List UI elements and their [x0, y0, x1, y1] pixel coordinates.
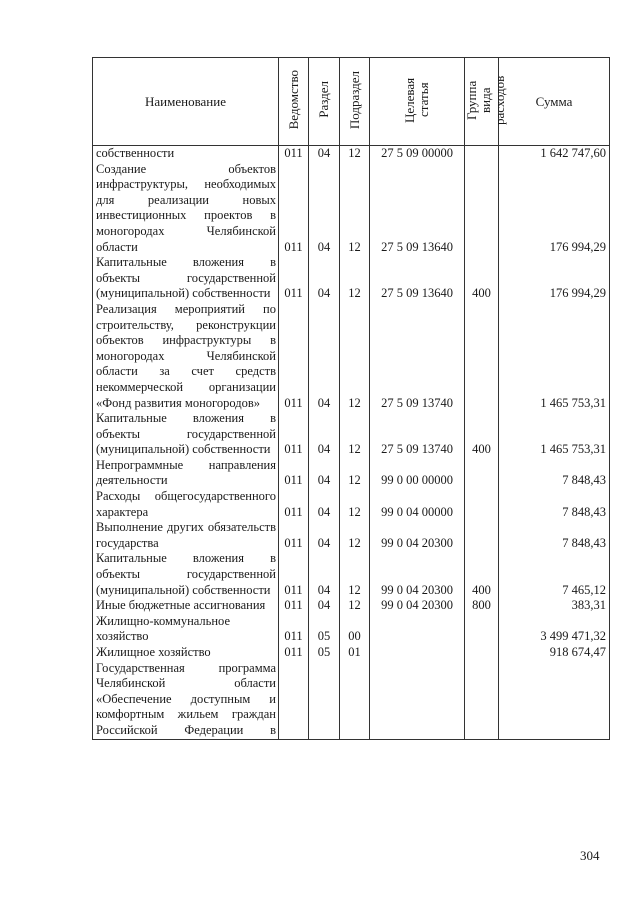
row-name: Государственная программа Челябинской области «Обеспечение доступным и комфортным жильем граждан Российской Федерации в — [93, 661, 279, 739]
table-row — [93, 598, 610, 614]
row-vedomstvo: 011 — [279, 520, 309, 551]
row-podrazdel: 12 — [340, 146, 370, 162]
row-razdel: 04 — [309, 162, 340, 256]
row-gruppa: 400 — [465, 551, 499, 598]
row-tselevaya-statya — [370, 614, 465, 645]
row-summa — [499, 661, 610, 739]
row-razdel: 05 — [309, 645, 340, 661]
budget-table — [92, 57, 610, 740]
row-name: Выполнение других обязательств государства — [93, 520, 279, 551]
row-tselevaya-statya — [370, 661, 465, 739]
row-name: Капитальные вложения в объекты государственной (муниципальной) собственности — [93, 255, 279, 302]
row-podrazdel: 12 — [340, 411, 370, 458]
table-row — [93, 520, 610, 551]
row-vedomstvo — [279, 661, 309, 739]
row-summa: 7 465,12 — [499, 551, 610, 598]
row-razdel: 04 — [309, 302, 340, 411]
row-summa: 1 642 747,60 — [499, 146, 610, 162]
header-summa: Сумма — [499, 58, 610, 146]
row-gruppa — [465, 162, 499, 256]
row-name: Капитальные вложения в объекты государственной (муниципальной) собственности — [93, 411, 279, 458]
row-podrazdel: 12 — [340, 598, 370, 614]
row-gruppa — [465, 302, 499, 411]
table-row — [93, 146, 610, 162]
row-tselevaya-statya: 27 5 09 13740 — [370, 302, 465, 411]
table-header-row — [93, 58, 610, 146]
row-summa: 383,31 — [499, 598, 610, 614]
row-summa: 1 465 753,31 — [499, 411, 610, 458]
row-gruppa — [465, 614, 499, 645]
row-gruppa — [465, 458, 499, 489]
row-podrazdel: 12 — [340, 458, 370, 489]
row-gruppa: 800 — [465, 598, 499, 614]
row-summa: 7 848,43 — [499, 489, 610, 520]
row-vedomstvo: 011 — [279, 598, 309, 614]
row-name: Иные бюджетные ассигнования — [93, 598, 279, 614]
row-razdel: 04 — [309, 458, 340, 489]
row-gruppa — [465, 520, 499, 551]
table-row — [93, 255, 610, 302]
row-tselevaya-statya: 27 5 09 13640 — [370, 162, 465, 256]
header-tselevaya-statya: Целевая статья — [370, 58, 465, 146]
table-row — [93, 302, 610, 411]
row-razdel: 04 — [309, 489, 340, 520]
row-name: Жилищное хозяйство — [93, 645, 279, 661]
header-name: Наименование — [93, 58, 279, 146]
row-tselevaya-statya: 99 0 04 00000 — [370, 489, 465, 520]
row-podrazdel: 12 — [340, 255, 370, 302]
row-name: Капитальные вложения в объекты государственной (муниципальной) собственности — [93, 551, 279, 598]
row-name: Реализация мероприятий по строительству, реконструкции объектов инфраструктуры в моногородах Челябинской области за счет средств некоммерческой организации «Фонд развития моногородов» — [93, 302, 279, 411]
table-row — [93, 411, 610, 458]
row-summa: 7 848,43 — [499, 458, 610, 489]
row-gruppa: 400 — [465, 411, 499, 458]
row-tselevaya-statya: 99 0 00 00000 — [370, 458, 465, 489]
table-row — [93, 645, 610, 661]
row-tselevaya-statya — [370, 645, 465, 661]
table-row — [93, 458, 610, 489]
table-row — [93, 551, 610, 598]
row-gruppa — [465, 489, 499, 520]
row-vedomstvo: 011 — [279, 614, 309, 645]
row-razdel: 04 — [309, 598, 340, 614]
row-podrazdel: 12 — [340, 520, 370, 551]
row-vedomstvo: 011 — [279, 489, 309, 520]
row-podrazdel: 12 — [340, 302, 370, 411]
row-gruppa: 400 — [465, 255, 499, 302]
row-tselevaya-statya: 27 5 09 00000 — [370, 146, 465, 162]
row-gruppa — [465, 661, 499, 739]
row-tselevaya-statya: 99 0 04 20300 — [370, 520, 465, 551]
row-vedomstvo: 011 — [279, 146, 309, 162]
table-row — [93, 162, 610, 256]
row-podrazdel: 12 — [340, 551, 370, 598]
row-tselevaya-statya: 27 5 09 13640 — [370, 255, 465, 302]
row-vedomstvo: 011 — [279, 255, 309, 302]
header-vedomstvo: Ведомство — [279, 58, 309, 146]
row-podrazdel — [340, 661, 370, 739]
row-vedomstvo: 011 — [279, 162, 309, 256]
row-vedomstvo: 011 — [279, 302, 309, 411]
row-vedomstvo: 011 — [279, 645, 309, 661]
page-number: 304 — [580, 848, 600, 863]
row-summa: 7 848,43 — [499, 520, 610, 551]
row-summa: 1 465 753,31 — [499, 302, 610, 411]
row-tselevaya-statya: 99 0 04 20300 — [370, 598, 465, 614]
row-tselevaya-statya: 99 0 04 20300 — [370, 551, 465, 598]
row-podrazdel: 01 — [340, 645, 370, 661]
row-razdel: 05 — [309, 614, 340, 645]
row-razdel: 04 — [309, 551, 340, 598]
header-podrazdel: Подраздел — [340, 58, 370, 146]
header-gruppa-vida-raskhodov: Группа вида расходов — [465, 58, 499, 146]
row-podrazdel: 12 — [340, 489, 370, 520]
row-gruppa — [465, 146, 499, 162]
row-name: Создание объектов инфраструктуры, необходимых для реализации новых инвестиционных проектов в моногородах Челябинской области — [93, 162, 279, 256]
row-razdel: 04 — [309, 146, 340, 162]
table-row — [93, 661, 610, 739]
row-summa: 3 499 471,32 — [499, 614, 610, 645]
row-razdel — [309, 661, 340, 739]
row-name: Расходы общегосударственного характера — [93, 489, 279, 520]
table-row — [93, 614, 610, 645]
row-podrazdel: 00 — [340, 614, 370, 645]
row-gruppa — [465, 645, 499, 661]
row-podrazdel: 12 — [340, 162, 370, 256]
row-summa: 176 994,29 — [499, 255, 610, 302]
header-razdel: Раздел — [309, 58, 340, 146]
row-vedomstvo: 011 — [279, 458, 309, 489]
row-vedomstvo: 011 — [279, 551, 309, 598]
row-name: Жилищно-коммунальное хозяйство — [93, 614, 279, 645]
row-razdel: 04 — [309, 411, 340, 458]
row-razdel: 04 — [309, 520, 340, 551]
row-vedomstvo: 011 — [279, 411, 309, 458]
row-name: Непрограммные направления деятельности — [93, 458, 279, 489]
table-row — [93, 489, 610, 520]
row-summa: 176 994,29 — [499, 162, 610, 256]
row-razdel: 04 — [309, 255, 340, 302]
row-name: собственности — [93, 146, 279, 162]
row-tselevaya-statya: 27 5 09 13740 — [370, 411, 465, 458]
row-summa: 918 674,47 — [499, 645, 610, 661]
